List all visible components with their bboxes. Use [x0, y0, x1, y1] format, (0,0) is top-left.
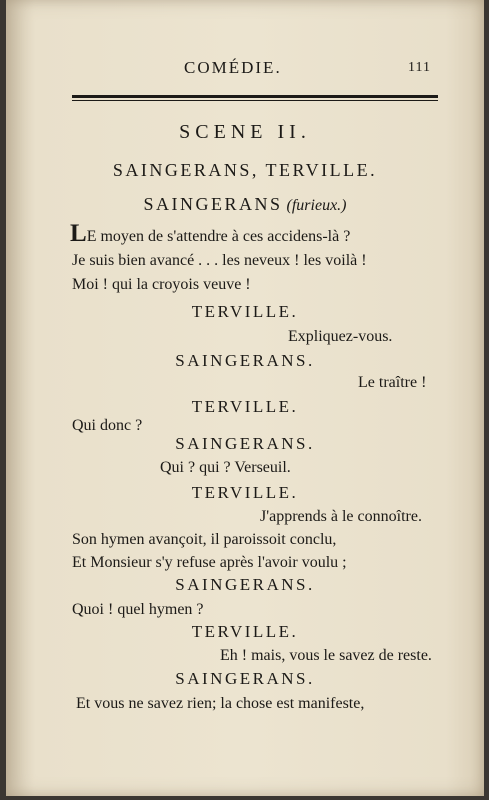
drop-initial: L	[70, 220, 87, 247]
verse-line	[70, 220, 351, 247]
speaker-name: SAINGERANS.	[175, 434, 315, 453]
running-title: COMÉDIE.	[184, 58, 282, 77]
verse-text: E moyen de s'attendre à ces accidens-là ?	[86, 228, 351, 245]
scene-heading: SCENE II.	[179, 121, 311, 143]
book-page	[6, 0, 484, 796]
verse-line: Eh ! mais, vous le savez de reste.	[220, 647, 432, 664]
speaker-line	[6, 194, 484, 216]
speaker-name: TERVILLE.	[191, 397, 299, 416]
verse-line: Son hymen avançoit, il paroissoit conclu,	[72, 531, 337, 548]
scene-characters: SAINGERANS, TERVILLE.	[112, 160, 378, 180]
page-header	[6, 58, 484, 78]
verse-line: Expliquez-vous.	[288, 328, 393, 345]
speaker-name: SAINGERANS.	[175, 351, 315, 370]
speaker-name: SAINGERANS.	[175, 669, 315, 688]
speaker-name: TERVILLE.	[191, 622, 299, 641]
speaker-name: TERVILLE.	[191, 302, 299, 321]
verse-line: Qui ? qui ? Verseuil.	[160, 459, 291, 476]
verse-line: Et Monsieur s'y refuse après l'avoir voulu ;	[72, 554, 347, 571]
verse-line: Le traître !	[358, 374, 427, 391]
verse-line: Et vous ne savez rien; la chose est manifeste,	[76, 695, 365, 712]
verse-line: Quoi ! quel hymen ?	[72, 601, 204, 618]
speaker-name: SAINGERANS	[143, 194, 283, 214]
verse-line: Qui donc ?	[72, 417, 143, 434]
stage-direction: (furieux.)	[286, 197, 347, 214]
verse-line: J'apprends à le connoître.	[260, 508, 422, 525]
header-rule-thin	[72, 100, 438, 101]
page-number: 111	[408, 60, 431, 75]
verse-line: Je suis bien avancé . . . les neveux ! les voilà !	[72, 252, 367, 269]
verse-line: Moi ! qui la croyois veuve !	[72, 276, 251, 293]
speaker-name: SAINGERANS.	[175, 575, 315, 594]
header-rule	[72, 95, 438, 98]
speaker-name: TERVILLE.	[191, 483, 299, 502]
